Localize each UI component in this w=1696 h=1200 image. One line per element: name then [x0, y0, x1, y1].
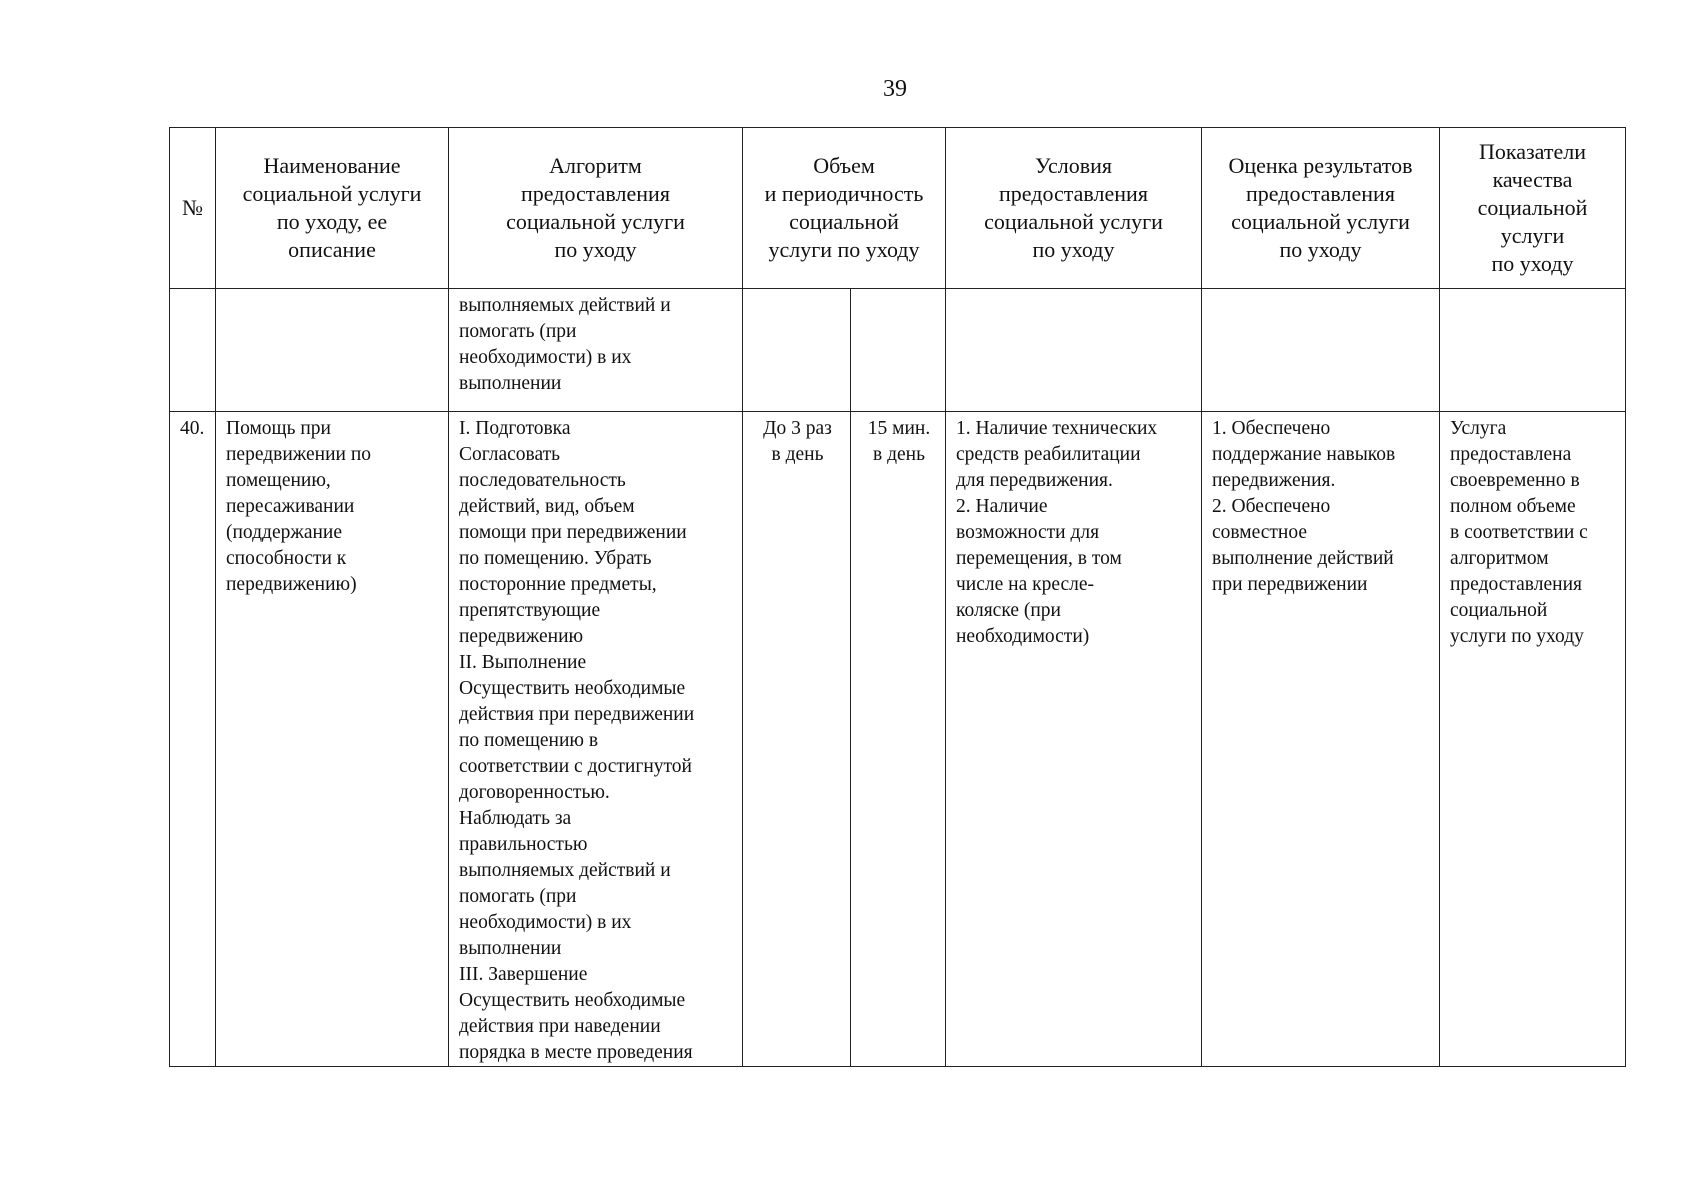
- cell-periodicity: 15 мин. в день: [851, 412, 946, 1067]
- header-volume: Объем и периодичность социальной услуги по уходу: [743, 128, 946, 289]
- header-quality: Показатели качества социальной услуги по уходу: [1440, 128, 1626, 289]
- cell-assessment: 1. Обеспечено поддержание навыков передвижения. 2. Обеспечено совместное выполнение действий при передвижении: [1202, 412, 1440, 1067]
- header-service-name: Наименование социальной услуги по уходу, ее описание: [216, 128, 449, 289]
- cell-algorithm-continued: выполняемых действий и помогать (при необходимости) в их выполнении: [449, 289, 743, 412]
- cell-number-empty: [170, 289, 216, 412]
- services-table: [169, 127, 1626, 1067]
- cell-volume: До 3 раз в день: [743, 412, 851, 1067]
- header-conditions: Условия предоставления социальной услуги по уходу: [946, 128, 1202, 289]
- cell-name-empty: [216, 289, 449, 412]
- header-number: №: [170, 128, 216, 289]
- header-assessment: Оценка результатов предоставления социальной услуги по уходу: [1202, 128, 1440, 289]
- cell-service-name: Помощь при передвижении по помещению, пересаживании (поддержание способности к передвижению): [216, 412, 449, 1067]
- cell-conditions-empty: [946, 289, 1202, 412]
- cell-assessment-empty: [1202, 289, 1440, 412]
- cell-periodicity-empty: [851, 289, 946, 412]
- table-row-continuation: [170, 289, 1626, 412]
- table-header-row: [170, 128, 1626, 289]
- table-row-40: [170, 412, 1626, 1067]
- cell-volume-empty: [743, 289, 851, 412]
- cell-number: 40.: [170, 412, 216, 1067]
- cell-quality: Услуга предоставлена своевременно в полном объеме в соответствии с алгоритмом предоставления социальной услуги по уходу: [1440, 412, 1626, 1067]
- cell-algorithm: I. Подготовка Согласовать последовательность действий, вид, объем помощи при передвижении по помещению. Убрать посторонние предметы, препятствующие передвижению II. Выполнение Осуществить необходимые действия при передвижении по помещению в соответствии с достигнутой договоренностью. Наблюдать за правильностью выполняемых действий и помогать (при необходимости) в их выполнении III. Завершение Осуществить необходимые действия при наведении порядка в месте проведения: [449, 412, 743, 1067]
- cell-quality-empty: [1440, 289, 1626, 412]
- cell-conditions: 1. Наличие технических средств реабилитации для передвижения. 2. Наличие возможности для перемещения, в том числе на кресле- коляске (при необходимости): [946, 412, 1202, 1067]
- page-number: 39: [883, 76, 907, 102]
- header-algorithm: Алгоритм предоставления социальной услуги по уходу: [449, 128, 743, 289]
